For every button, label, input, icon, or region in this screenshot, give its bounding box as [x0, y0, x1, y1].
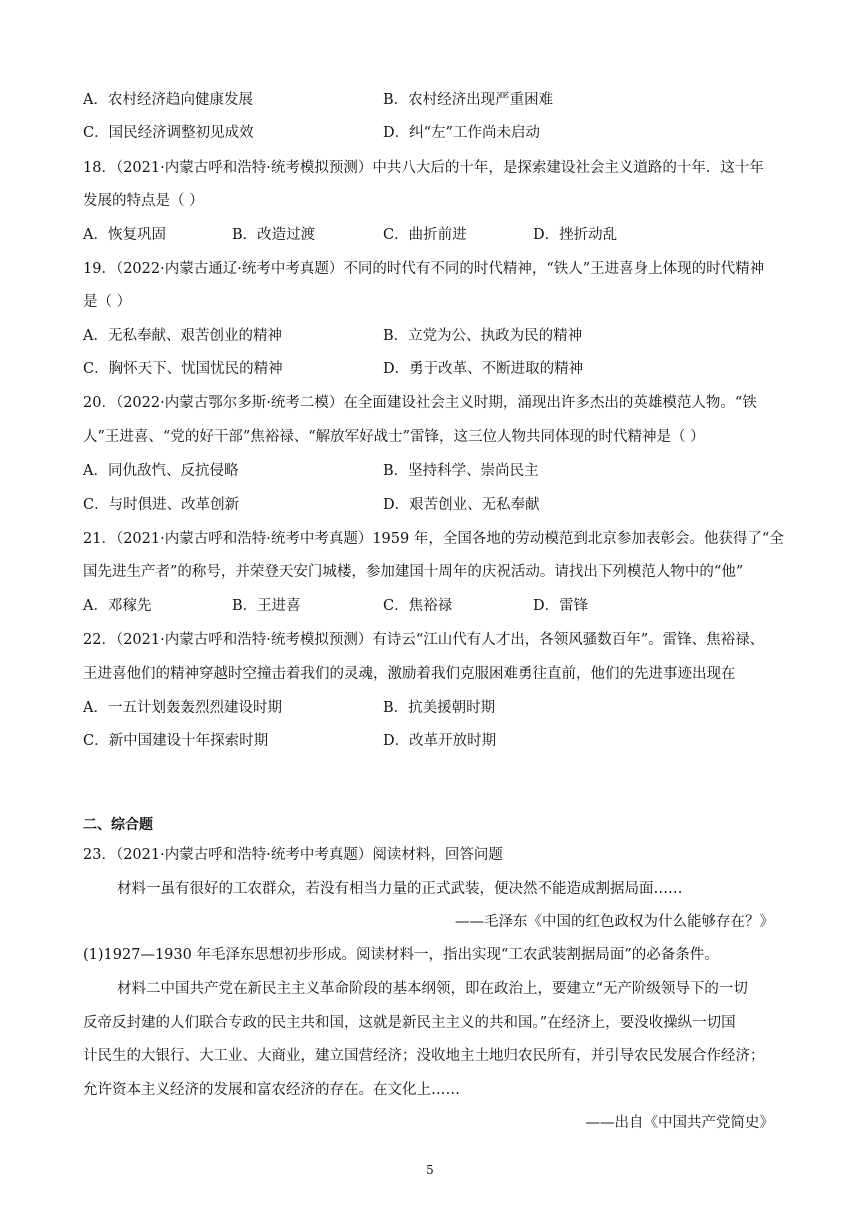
q23-stem: 23．（2021·内蒙古呼和浩特·统考中考真题）阅读材料，回答问题 [83, 847, 503, 863]
section-title: 二、综合题 [83, 817, 153, 833]
q23-material2-line4: 允许资本主义经济的发展和富农经济的存在。在文化上…… [83, 1082, 460, 1098]
q19-option-a: A．无私奉献、艰苦创业的精神 [83, 328, 282, 344]
q21-stem-line1: 21．（2021·内蒙古呼和浩特·统考中考真题）1959 年，全国各地的劳动模范到北京参加表彰会。他获得了“全 [83, 531, 784, 547]
q22-option-c: C．新中国建设十年探索时期 [83, 733, 269, 749]
q23-material2-line1: 材料二中国共产党在新民主主义革命阶段的基本纲领，即在政治上，要建立“无产阶级领导下的一切 [117, 981, 748, 997]
q20-option-c: C．与时俱进、改革创新 [83, 497, 240, 513]
q19-stem-line1: 19．（2022·内蒙古通辽·统考中考真题）不同的时代有不同的时代精神，“铁人”王进喜身上体现的时代精神 [83, 261, 765, 277]
q20-option-d: D．艰苦创业、无私奉献 [383, 497, 540, 513]
q18-stem-line1: 18．（2021·内蒙古呼和浩特·统考模拟预测）中共八大后的十年，是探索建设社会主义道路的十年．这十年 [83, 160, 764, 176]
q18-option-d: D．挫折动乱 [533, 227, 618, 243]
q20-option-a: A．同仇敌忾、反抗侵略 [83, 463, 239, 479]
q19-option-b: B．立党为公、执政为民的精神 [383, 328, 583, 344]
page-number: 5 [426, 1163, 434, 1177]
q22-option-a: A．一五计划轰轰烈烈建设时期 [83, 700, 282, 716]
q20-option-b: B．坚持科学、崇尚民主 [383, 463, 539, 479]
q23-material1: 材料一虽有很好的工农群众，若没有相当力量的正式武装，便决然不能造成割据局面…… [117, 881, 683, 897]
q22-stem-line1: 22．（2021·内蒙古呼和浩特·统考模拟预测）有诗云“江山代有人才出，各领风骚数百年”。雷锋、焦裕禄、 [83, 632, 765, 648]
q17-option-c: C．国民经济调整初见成效 [83, 125, 254, 141]
q21-option-b: B．王进喜 [232, 598, 301, 614]
q21-option-a: A．邓稼先 [83, 598, 152, 614]
q18-stem-line2: 发展的特点是（ ） [83, 193, 204, 209]
q21-option-d: D．雷锋 [533, 598, 589, 614]
q17-option-d: D．纠“左”工作尚未启动 [383, 125, 540, 141]
q19-stem-line2: 是（ ） [83, 294, 132, 310]
q19-option-c: C．胸怀天下、忧国忧民的精神 [83, 361, 283, 377]
q20-stem-line2: 人”王进喜、“党的好干部”焦裕禄、“解放军好战士”雷锋，这三位人物共同体现的时代精神是（ ） [83, 429, 705, 445]
q23-material2-line3: 计民生的大银行、大工业、大商业，建立国营经济；没收地主土地归农民所有，并引导农民发展合作经济； [83, 1048, 765, 1064]
q22-stem-line2: 王进喜他们的精神穿越时空撞击着我们的灵魂，激励着我们克服困难勇往直前，他们的先进事迹出现在 [83, 666, 736, 682]
q17-option-b: B．农村经济出现严重困难 [383, 92, 554, 108]
q22-option-b: B．抗美援朝时期 [383, 700, 496, 716]
q23-source2: ——出自《中国共产党简史》 [585, 1115, 774, 1131]
q23-subquestion1: (1)1927—1930 年毛泽东思想初步形成。阅读材料一，指出实现“工农武装割据局面”的必备条件。 [83, 947, 719, 963]
q22-option-d: D．改革开放时期 [383, 733, 497, 749]
q23-source1: ——毛泽东《中国的红色政权为什么能够存在？》 [455, 914, 774, 930]
q20-stem-line1: 20．（2022·内蒙古鄂尔多斯·统考二模）在全面建设社会主义时期，涌现出许多杰出的英雄模范人物。“铁 [83, 395, 757, 411]
q21-option-c: C．焦裕禄 [383, 598, 453, 614]
q17-option-a: A．农村经济趋向健康发展 [83, 92, 253, 108]
q23-material2-line2: 反帝反封建的人们联合专政的民主共和国，这就是新民主主义的共和国。”在经济上，要没收操纵一切国 [83, 1015, 736, 1031]
q18-option-b: B．改造过渡 [232, 227, 316, 243]
q19-option-d: D．勇于改革、不断进取的精神 [383, 361, 584, 377]
q18-option-a: A．恢复巩固 [83, 227, 166, 243]
q21-stem-line2: 国先进生产者”的称号，并荣登天安门城楼，参加建国十周年的庆祝活动。请找出下列模范人物中的“他” [83, 564, 744, 580]
q18-option-c: C．曲折前进 [383, 227, 467, 243]
